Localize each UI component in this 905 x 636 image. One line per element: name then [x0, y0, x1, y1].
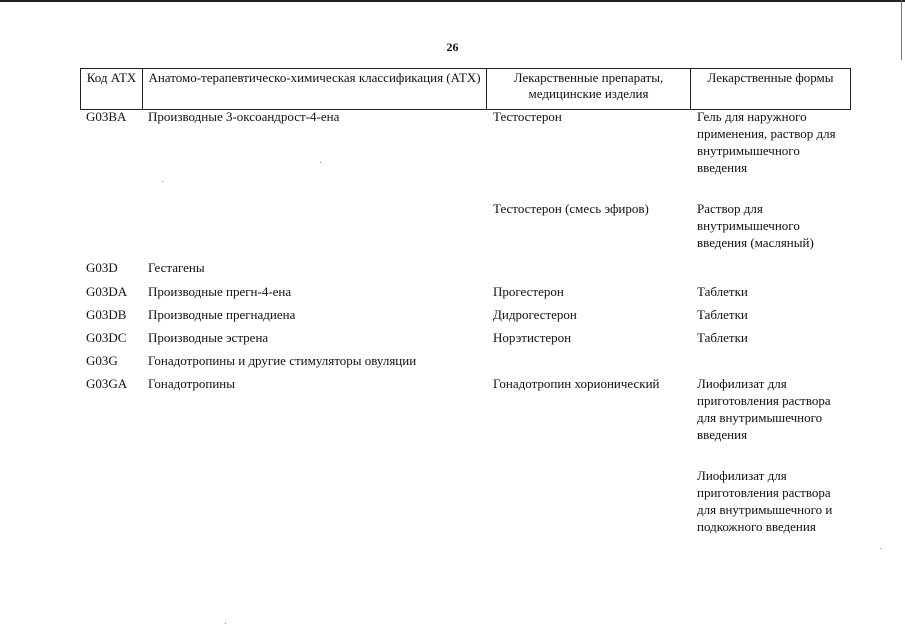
drug-name: Прогестерон — [493, 284, 564, 299]
header-row — [81, 69, 851, 110]
header-drugs: Лекарственные препараты, медицинские изделия — [487, 69, 691, 110]
drug-name: Гонадотропин хорионический — [493, 376, 660, 391]
table-row — [80, 108, 850, 200]
table-body — [80, 108, 850, 557]
page-number: 26 — [446, 40, 459, 54]
dosage-form: Лиофилизат для приготовления раствора для внутримышечного и подкожного введения — [697, 468, 833, 534]
dosage-form: Гель для наружного применения, раствор для внутримышечного введения — [697, 109, 836, 175]
atc-classification: Гестагены — [148, 260, 205, 275]
table-row — [80, 283, 850, 306]
table-row — [80, 329, 850, 352]
scan-speck — [225, 623, 226, 624]
table-row — [80, 467, 850, 557]
atc-classification: Гонадотропины и другие стимуляторы овуляции — [148, 353, 417, 368]
table-row — [80, 259, 850, 283]
dosage-form: Таблетки — [697, 330, 748, 345]
header-forms: Лекарственные формы — [691, 69, 851, 110]
atc-code: G03DB — [86, 307, 127, 322]
atc-classification: Гонадотропины — [148, 376, 235, 391]
atc-code: G03G — [86, 353, 118, 368]
scan-speck — [320, 162, 321, 163]
atc-classification: Производные прегнадиена — [148, 307, 296, 322]
drug-name: Дидрогестерон — [493, 307, 577, 322]
atc-code: G03DA — [86, 284, 128, 299]
dosage-form: Таблетки — [697, 307, 748, 322]
dosage-form: Таблетки — [697, 284, 748, 299]
scan-speck — [880, 548, 881, 549]
atc-code: G03GA — [86, 376, 128, 391]
table-row — [80, 375, 850, 467]
atc-classification: Производные эстрена — [148, 330, 269, 345]
atc-classification: Производные 3-оксоандрост-4-ена — [148, 109, 340, 124]
header-classification: Анатомо-терапевтическо-химическая классификация (АТХ) — [143, 69, 487, 110]
dosage-form: Лиофилизат для приготовления раствора для внутримышечного введения — [697, 376, 831, 442]
atc-classification: Производные прегн-4-ена — [148, 284, 292, 299]
table-header — [80, 68, 851, 110]
drug-name: Норэтистерон — [493, 330, 572, 345]
table-row — [80, 200, 850, 259]
dosage-form: Раствор для внутримышечного введения (масляный) — [697, 201, 814, 250]
scan-speck — [162, 181, 163, 182]
table-row — [80, 352, 850, 375]
scan-border-top — [0, 0, 905, 2]
table-row — [80, 306, 850, 329]
atc-code: G03DC — [86, 330, 127, 345]
drug-name: Тестостерон (смесь эфиров) — [493, 201, 649, 216]
atc-code: G03BA — [86, 109, 127, 124]
atc-code: G03D — [86, 260, 118, 275]
header-code: Код АТХ — [81, 69, 143, 110]
drug-name: Тестостерон — [493, 109, 562, 124]
